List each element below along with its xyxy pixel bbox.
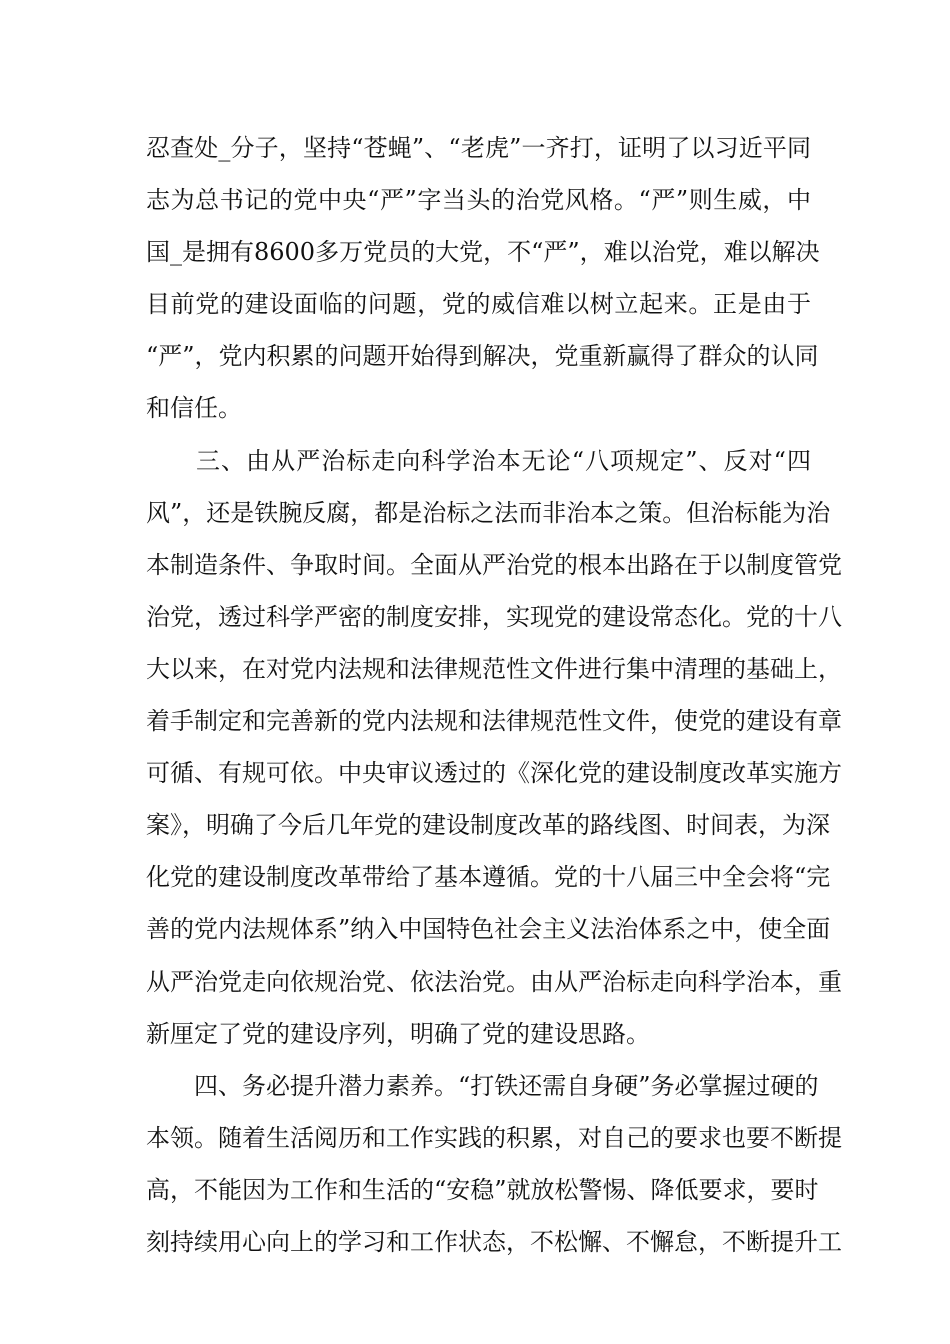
- text-line: 目前党的建设面临的问题，党的威信难以树立起来。正是由于: [146, 290, 811, 319]
- text-line: 三、由从严治标走向科学治本无论“八项规定”、反对“四: [196, 446, 811, 475]
- text-line: 高，不能因为工作和生活的“安稳”就放松警惕、降低要求，要时: [146, 1175, 819, 1204]
- text-line: 善的党内法规体系”纳入中国特色社会主义法治体系之中，使全面: [146, 915, 831, 944]
- text-line: 化党的建设制度改革带给了基本遵循。党的十八届三中全会将“完: [146, 863, 831, 892]
- body-text: [146, 122, 842, 1268]
- text-line: 忍查处_分子，坚持“苍蝇”、“老虎”一齐打，证明了以习近平同: [146, 134, 811, 162]
- text-line: 从严治党走向依规治党、依法治党。由从严治标走向科学治本，重: [146, 967, 842, 996]
- text-line: 志为总书记的党中央“严”字当头的治党风格。“严”则生威，中: [146, 186, 811, 215]
- text-line: 国_是拥有8600多万党员的大党，不“严”，难以治党，难以解决: [146, 238, 820, 267]
- text-line: 可循、有规可依。中央审议透过的《深化党的建设制度改革实施方: [146, 759, 842, 788]
- text-line: 刻持续用心向上的学习和工作状态，不松懈、不懈怠，不断提升工: [146, 1227, 842, 1256]
- text-line: 本领。随着生活阅历和工作实践的积累，对自己的要求也要不断提: [146, 1123, 842, 1152]
- text-line: 着手制定和完善新的党内法规和法律规范性文件，使党的建设有章: [146, 707, 842, 736]
- text-line: 本制造条件、争取时间。全面从严治党的根本出路在于以制度管党: [146, 550, 842, 579]
- text-line: 四、务必提升潜力素养。“打铁还需自身硬”务必掌握过硬的: [194, 1071, 819, 1100]
- text-line: 治党，透过科学严密的制度安排，实现党的建设常态化。党的十八: [146, 602, 842, 631]
- text-line: 和信任。: [146, 394, 242, 423]
- text-line: 案》，明确了今后几年党的建设制度改革的路线图、时间表，为深: [146, 811, 830, 840]
- text-line: “严”，党内积累的问题开始得到解决，党重新赢得了群众的认同: [146, 342, 819, 371]
- text-line: 风”，还是铁腕反腐，都是治标之法而非治本之策。但治标能为治: [146, 498, 831, 527]
- text-line: 大以来，在对党内法规和法律规范性文件进行集中清理的基础上，: [146, 654, 842, 683]
- text-line: 新厘定了党的建设序列，明确了党的建设思路。: [146, 1019, 650, 1048]
